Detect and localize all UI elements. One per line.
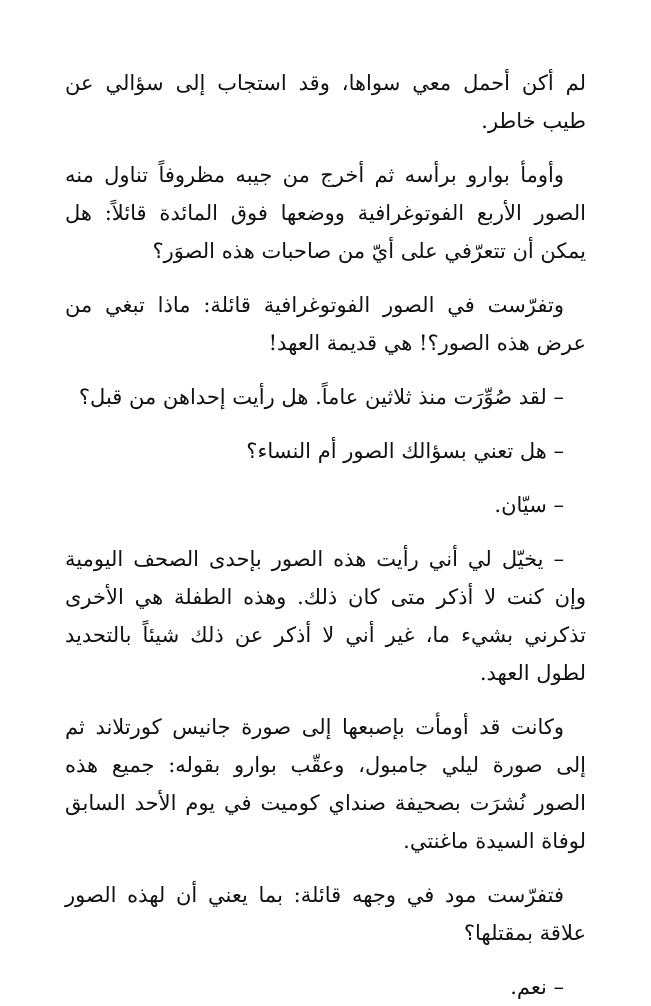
paragraph: وكانت قد أومأت بإصبعها إلى صورة جانيس كورتلاند ثم إلى صورة ليلي جامبول، وعقّب بوارو بقوله: جميع هذه الصور نُشرَت بصحيفة صنداي كوميت في يوم الأحد السابق لوفاة السيدة ماغنتي. bbox=[65, 715, 586, 853]
dialogue-line: – يخيّل لي أني رأيت هذه الصور بإحدى الصحف اليومية وإن كنت لا أذكر متى كان ذلك. وهذه الطفلة هي الأخرى تذكرني بشيء ما، غير أني لا أذكر عن ذلك شيئاً بالتحديد لطول العهد. bbox=[65, 547, 586, 685]
dialogue-line: – سيّان. bbox=[494, 493, 564, 517]
paragraph: وأومأ بوارو برأسه ثم أخرج من جيبه مظروفاً تناول منه الصور الأربع الفوتوغرافية ووضعها فوق المائدة قائلاً: هل يمكن أن تتعرّفي على أيّ من صاحبات هذه الصوَر؟ bbox=[65, 163, 586, 263]
dialogue-line: – لقد صُوِّرَت منذ ثلاثين عاماً. هل رأيت إحداهن من قبل؟ bbox=[78, 385, 564, 409]
paragraph: وتفرّست في الصور الفوتوغرافية قائلة: ماذا تبغي من عرض هذه الصور؟! هي قديمة العهد! bbox=[65, 293, 586, 355]
dialogue-line: – هل تعني بسؤالك الصور أم النساء؟ bbox=[246, 439, 564, 463]
paragraph: لم أكن أحمل معي سواها، وقد استجاب إلى سؤالي عن طيب خاطر. bbox=[65, 71, 586, 133]
paragraph: فتفرّست مود في وجهه قائلة: بما يعني أن لهذه الصور علاقة بمقتلها؟ bbox=[65, 883, 586, 945]
dialogue-line: – نعم. bbox=[510, 975, 564, 999]
